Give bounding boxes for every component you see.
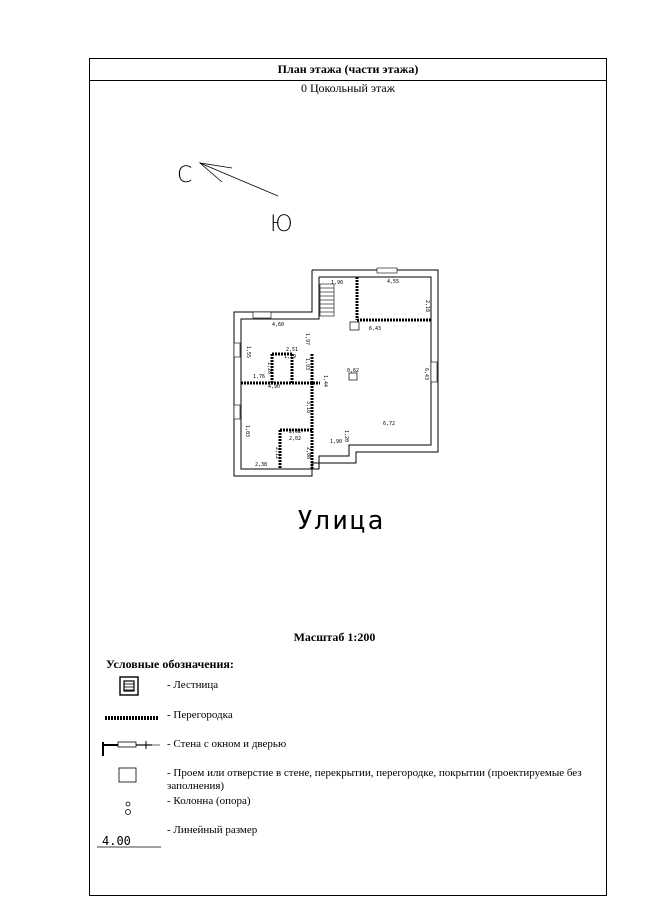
floor-name: 0 Цокольный этаж bbox=[300, 81, 396, 95]
dimension-label: 6,43 bbox=[423, 368, 429, 381]
compass-south-label: Ю bbox=[270, 212, 293, 237]
dimension-label: 1,26 bbox=[266, 362, 272, 375]
dimension-label: 1,90 bbox=[331, 280, 344, 286]
dimension-label: 1,44 bbox=[322, 375, 328, 388]
legend-item-dimension: - Линейный размер bbox=[167, 824, 258, 836]
dimension-label: 6,43 bbox=[369, 326, 382, 332]
compass-north-label: С bbox=[177, 163, 193, 188]
dimension-label: 4,90 bbox=[268, 384, 281, 390]
dimension-label: 1,29 bbox=[284, 354, 297, 360]
building-outline bbox=[234, 270, 438, 476]
compass-arrow-icon bbox=[200, 163, 278, 196]
dimension-label: 4,60 bbox=[272, 322, 285, 328]
legend-wall-window-door-icon bbox=[103, 741, 160, 756]
dimension-label: 2,02 bbox=[289, 429, 302, 435]
plan-title: План этажа (части этажа) bbox=[90, 59, 606, 81]
street-label: Улица bbox=[297, 506, 386, 536]
dimension-label: 1,93 bbox=[304, 358, 310, 371]
dimension-label: 4,55 bbox=[387, 279, 400, 285]
opening-marker bbox=[349, 373, 357, 380]
legend-column-icon bbox=[126, 802, 131, 815]
dimension-label: 1,76 bbox=[253, 374, 266, 380]
dimension-label: 1,03 bbox=[244, 425, 250, 438]
legend-item-opening: - Проем или отверстие в стене, перекрытии, перегородке, покрытии (проектируемые без заполнения) bbox=[167, 767, 582, 792]
dimension-label: 1,20 bbox=[343, 430, 349, 443]
legend-item-column: - Колонна (опора) bbox=[167, 795, 251, 807]
legend-dimension-sample: 4.00 bbox=[102, 834, 131, 848]
dimension-label: 1,55 bbox=[245, 346, 251, 359]
dimension-label: 1,90 bbox=[330, 439, 343, 445]
legend-opening-icon bbox=[119, 768, 136, 782]
dimension-label: 0,62 bbox=[347, 368, 360, 374]
column-marker bbox=[350, 322, 359, 330]
windows bbox=[234, 268, 437, 419]
dimension-label: 2,08 bbox=[305, 447, 311, 460]
dimension-label: 1,97 bbox=[304, 333, 310, 346]
scale-label: Масштаб 1:200 bbox=[293, 630, 376, 644]
dimension-label: 2,38 bbox=[255, 462, 268, 468]
legend-stairs-icon bbox=[120, 677, 138, 695]
dimension-label: 2,51 bbox=[286, 347, 299, 353]
legend-item-wall: - Стена с окном и дверью bbox=[167, 738, 287, 750]
dimension-label: 2,12 bbox=[274, 447, 280, 460]
dimension-label: 2,02 bbox=[289, 436, 302, 442]
dimension-label: 3,18 bbox=[305, 401, 311, 414]
legend-title: Условные обозначения: bbox=[106, 657, 234, 671]
legend-item-stairs: - Лестница bbox=[167, 679, 219, 691]
stairs-icon bbox=[320, 284, 334, 316]
dimension-label: 2,18 bbox=[424, 300, 430, 313]
dimension-label: 6,72 bbox=[383, 421, 396, 427]
legend-item-partition: - Перегородка bbox=[167, 709, 233, 721]
